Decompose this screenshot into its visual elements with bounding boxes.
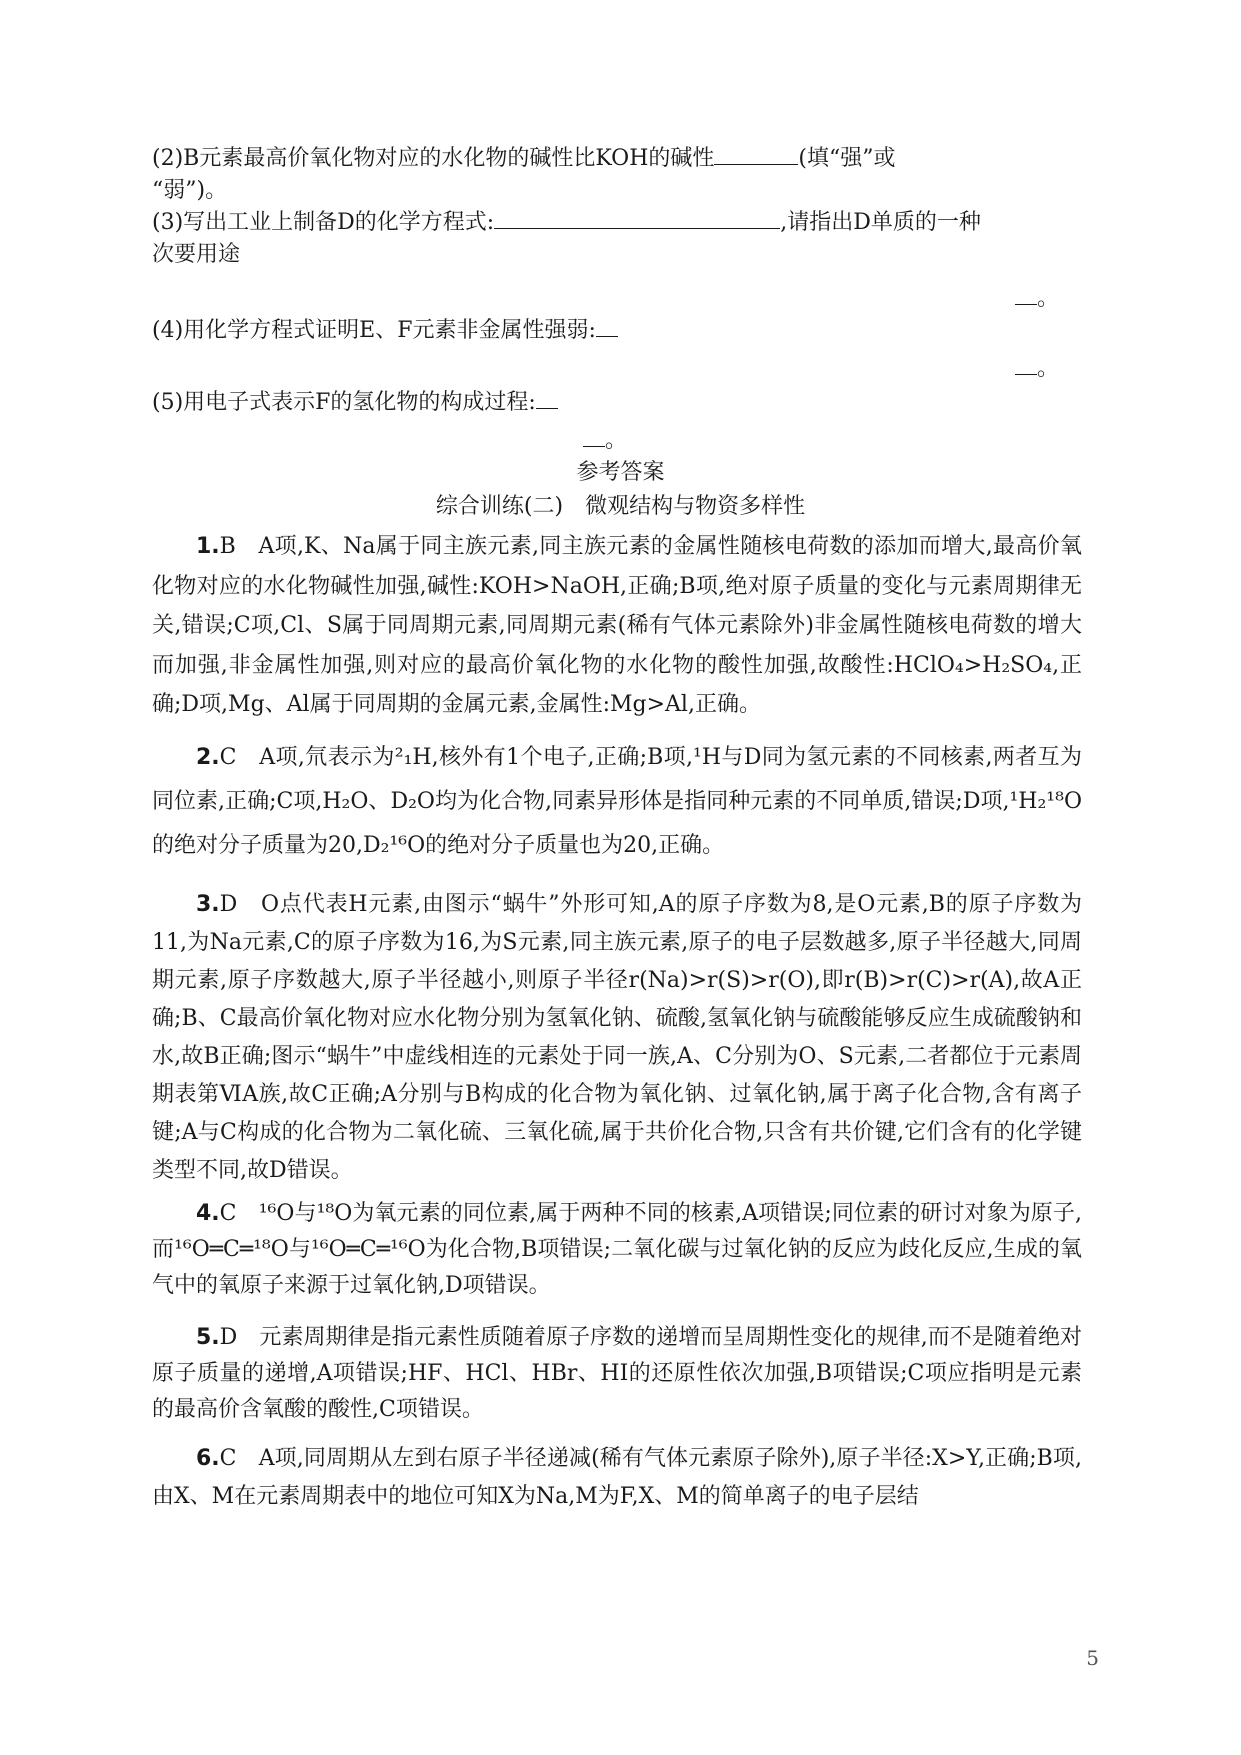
- answer-item-5: 5.D 元素周期律是指元素性质随着原子序数的递增而呈周期性变化的规律,而不是随着绝对原子质量的递增,A项错误;HF、HCl、HBr、HI的还原性依次加强,B项错误;C项应指明是元素的最高价含氧酸的酸性,C项错误。: [152, 1325, 1082, 1422]
- answer-blank: [583, 422, 605, 447]
- page-number: 5: [1086, 1646, 1099, 1670]
- answer-blank: [1015, 280, 1037, 305]
- answer-blank: [714, 140, 798, 165]
- answer-number: 5.: [196, 1325, 220, 1350]
- answer-number: 3.: [196, 892, 220, 917]
- answer-item-2: 2.C A项,氘表示为²₁H,核外有1个电子,正确;B项,¹H与D同为氢元素的不同核素,两者互为同位素,正确;C项,H₂O、D₂O均为化合物,同素异形体是指同种元素的不同单质,错误;D项,¹H₂¹⁸O的绝对分子质量为20,D₂¹⁶O的绝对分子质量也为20,正确。: [152, 745, 1082, 858]
- answer-number: 6.: [196, 1446, 220, 1471]
- answer-blank: [1015, 350, 1037, 375]
- answer-number: 2.: [196, 745, 220, 770]
- question-4-line: (4)用化学方程式证明E、F元素非金属性强弱:: [152, 312, 1082, 348]
- answer-item-4: 4.C ¹⁶O与¹⁸O为氧元素的同位素,属于两种不同的核素,A项错误;同位素的研讨对象为原子,而¹⁶O═C═¹⁸O与¹⁶O═C═¹⁶O为化合物,B项错误;二氧化碳与过氧化钠的反应为歧化反应,生成的氧气中的氧原子来源于过氧化钠,D项错误。: [152, 1201, 1082, 1298]
- section-title: 综合训练(二) 微观结构与物资多样性: [435, 494, 806, 519]
- answer-number: 4.: [196, 1201, 220, 1226]
- question-4-end: 。: [1015, 350, 1059, 386]
- answer-item-1: 1.B A项,K、Na属于同主族元素,同主族元素的金属性随核电荷数的添加而增大,最高价氧化物对应的水化物碱性加强,碱性:KOH>NaOH,正确;B项,绝对原子质量的变化与元素周期律无关,错误;C项,Cl、S属于同周期元素,同周期元素(稀有气体元素除外)非金属性随核电荷数的增大而加强,非金属性加强,则对应的最高价氧化物的水化物的酸性加强,故酸性:HClO₄>H₂SO₄,正确;D项,Mg、Al属于同周期的金属元素,金属性:Mg>Al,正确。: [152, 534, 1082, 717]
- answer-number: 1.: [196, 534, 220, 559]
- answer-title: 参考答案: [576, 460, 665, 485]
- question-2-line-2: “弱”)。: [152, 178, 228, 203]
- answer-blank: [494, 204, 780, 229]
- answer-blank: [596, 312, 618, 337]
- answer-blank: [536, 384, 558, 409]
- answer-item-6: 6.C A项,同周期从左到右原子半径递减(稀有气体元素原子除外),原子半径:X>Y,正确;B项,由X、M在元素周期表中的地位可知X为Na,M为F,X、M的简单离子的电子层结: [152, 1446, 1082, 1509]
- question-5-end: 。: [583, 422, 627, 458]
- question-3-end: 。: [1015, 280, 1059, 316]
- question-2-line-1: (2)B元素最高价氧化物对应的水化物的碱性比KOH的碱性 (填“强”或: [152, 140, 1082, 176]
- question-3-line-1: (3)写出工业上制备D的化学方程式: ,请指出D单质的一种: [152, 204, 1082, 240]
- question-5-line: (5)用电子式表示F的氢化物的构成过程:: [152, 384, 1082, 420]
- question-3-line-2: 次要用途: [152, 242, 241, 267]
- answer-item-3: 3.D O点代表H元素,由图示“蜗牛”外形可知,A的原子序数为8,是O元素,B的原子序数为11,为Na元素,C的原子序数为16,为S元素,同主族元素,原子的电子层数越多,原子半径越大,同周期元素,原子序数越大,原子半径越小,则原子半径r(Na)>r(S)>r(O),即r(B)>r(C)>r(A),故A正确;B、C最高价氧化物对应水化物分别为氢氧化钠、硫酸,氢氧化钠与硫酸能够反应生成硫酸钠和水,故B正确;图示“蜗牛”中虚线相连的元素处于同一族,A、C分别为O、S元素,二者都位于元素周期表第ⅥA族,故C正确;A分别与B构成的化合物为氧化钠、过氧化钠,属于离子化合物,含有离子键;A与C构成的化合物为二氧化硫、三氧化硫,属于共价化合物,只含有共价键,它们含有的化学键类型不同,故D错误。: [152, 892, 1082, 1183]
